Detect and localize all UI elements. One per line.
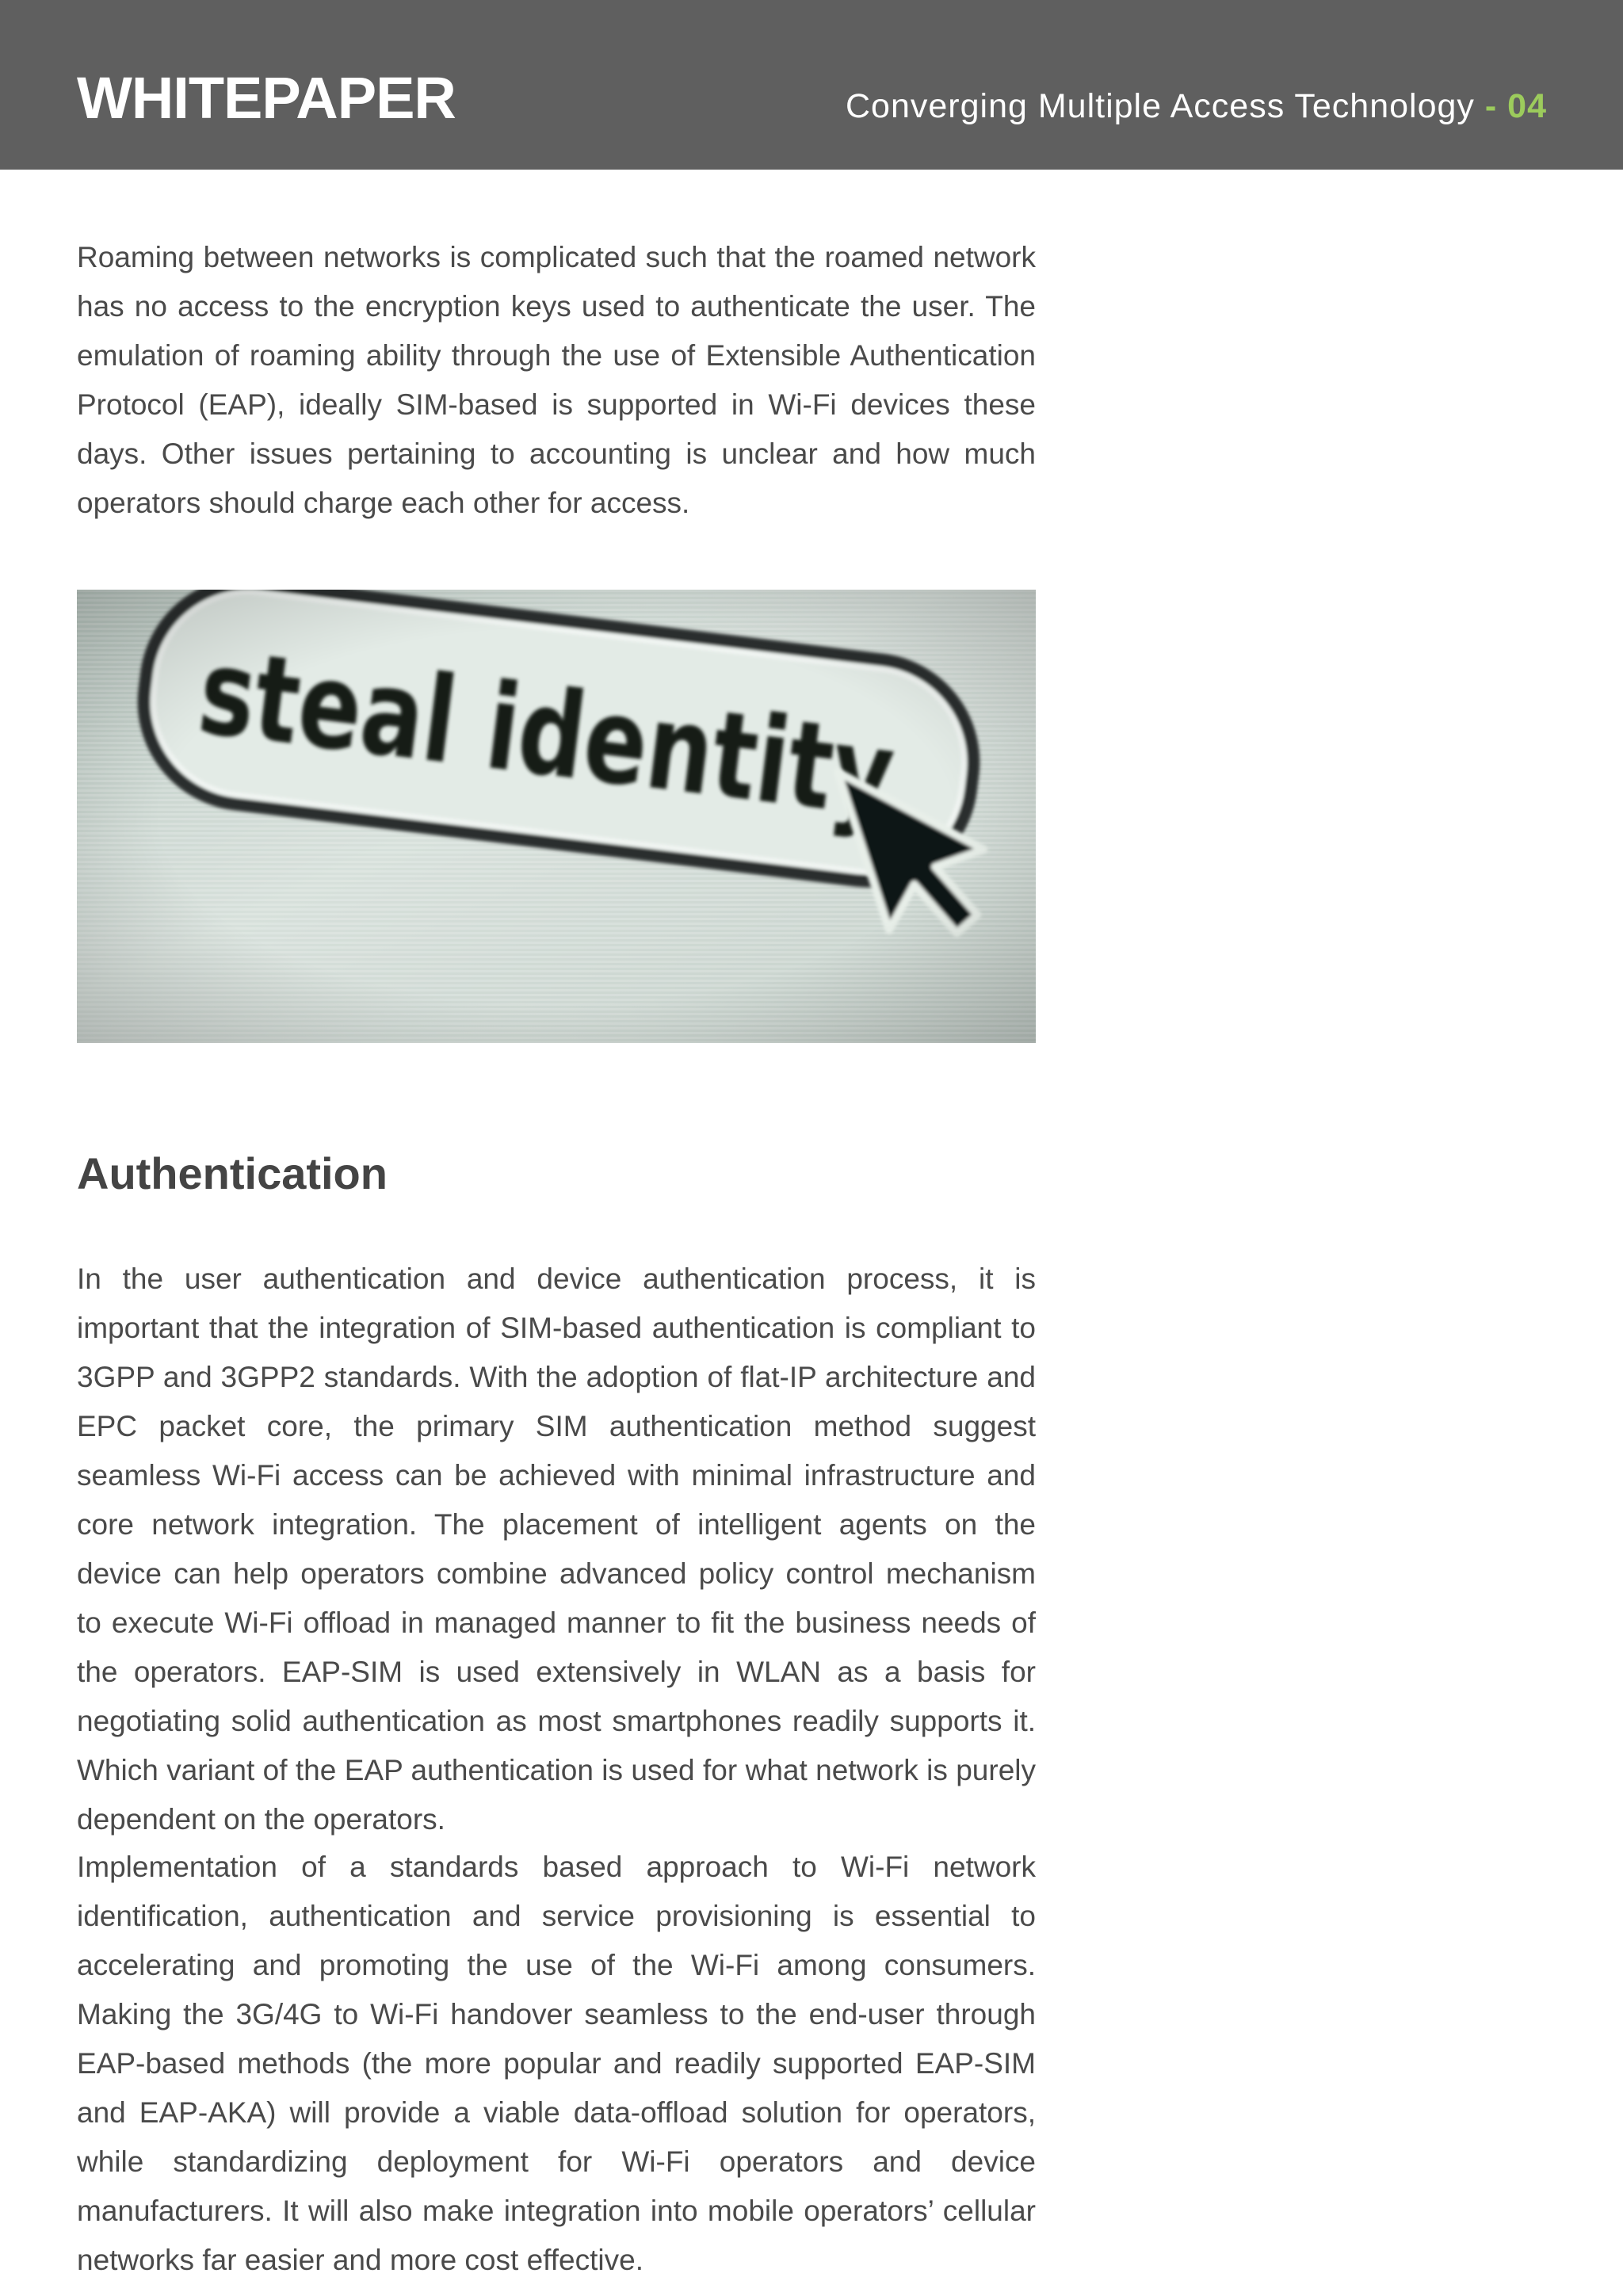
authentication-paragraph-1: In the user authentication and device authentication process, it is important that the integration of SIM-based authentication is compliant to 3GPP and 3GPP2 standards. With the adoption of flat-IP architecture and EPC packet core, the primary SIM authentication method suggest seamless Wi-Fi access can be achieved with minimal infrastructure and core network integration. The placement of intelligent agents on the device can help operators combine advanced policy control mechanism to execute Wi-Fi offload in managed manner to fit the business needs of the operators. EAP-SIM is used extensively in WLAN as a basis for negotiating solid authentication as most smartphones readily supports it. Which variant of the EAP authentication is used for what network is purely dependent on the operators. xyxy=(77,1263,1036,1836)
header-doc-info xyxy=(846,86,1547,127)
authentication-paragraph-2: Implementation of a standards based approach to Wi-Fi network identification, authentication and service provisioning is essential to accelerating and promoting the use of the Wi-Fi among consumers. Making the 3G/4G to Wi-Fi handover seamless to the end-user through EAP-based methods (the more popular and readily supported EAP-SIM and EAP-AKA) will provide a viable data-offload solution for operators, while standardizing deployment for Wi-Fi operators and device manufacturers. It will also make integration into mobile operators’ cellular networks far easier and more cost effective. xyxy=(77,1851,1036,2276)
page-number: 04 xyxy=(1507,87,1547,125)
intro-paragraph: Roaming between networks is complicated such that the roamed network has no access to the encryption keys used to authenticate the user. The emulation of roaming ability through the use of Extensible Authentication Protocol (EAP), ideally SIM-based is supported in Wi-Fi devices these days. Other issues pertaining to accounting is unclear and how much operators should charge each other for access. xyxy=(77,241,1036,519)
page-header xyxy=(0,0,1623,170)
document-title: Converging Multiple Access Technology xyxy=(846,87,1475,125)
steal-identity-photo xyxy=(77,590,1036,1043)
title-separator: - xyxy=(1484,87,1498,125)
brand-title: WHITEPAPER xyxy=(77,65,456,131)
section-heading-authentication: Authentication xyxy=(77,1148,388,1198)
